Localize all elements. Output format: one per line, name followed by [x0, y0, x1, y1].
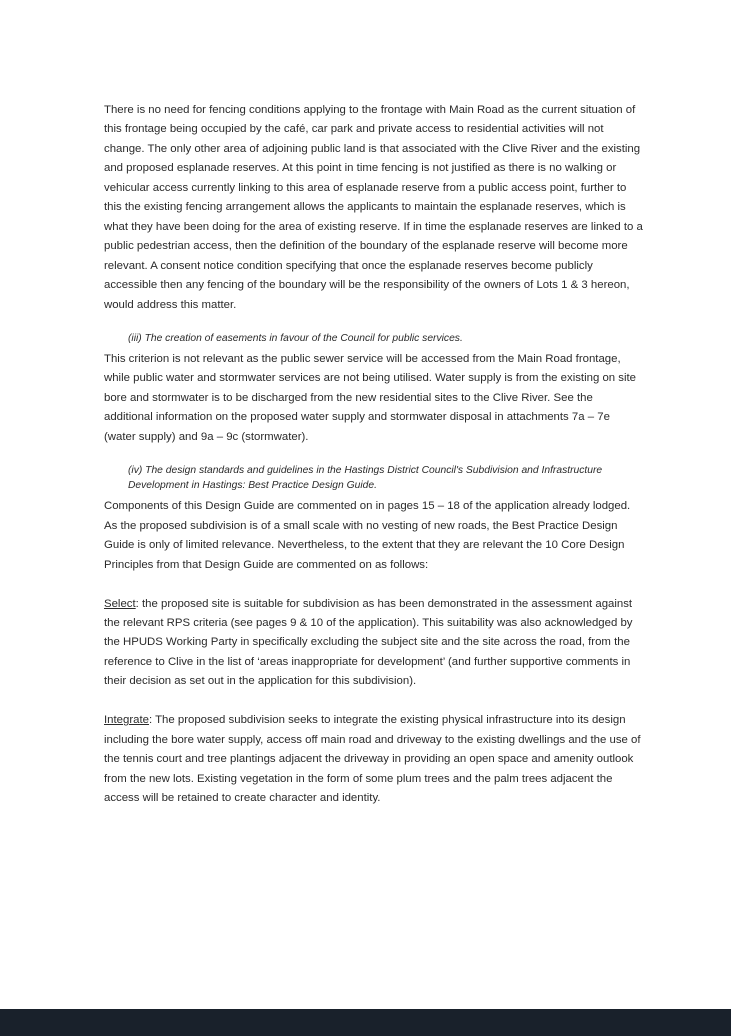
- fencing-paragraph: There is no need for fencing conditions applying to the frontage with Main Road as the current situation of this frontage being occupied by the café, car park and private access to residential activities will not change. The only other area of adjoining public land is that associated with the Clive River and the existing and proposed esplanade reserves. At this point in time fencing is not justified as there is no walking or vehicular access currently linking to this area of esplanade reserve from a public access point, further to this the existing fencing arrangement allows the applicants to maintain the esplanade reserves, which is what they have been doing for the area of existing reserve. If in time the esplanade reserves are linked to a public pedestrian access, then the definition of the boundary of the esplanade reserve will become more relevant. A consent notice condition specifying that once the esplanade reserves become publicly accessible then any fencing of the boundary will be the responsibility of the owners of Lots 1 & 3 hereon, would address this matter.: [104, 104, 643, 311]
- easements-paragraph: This criterion is not relevant as the public sewer service will be accessed from the Main Road frontage, while public water and stormwater services are not being utilised. Water supply is from the existing on site bore and stormwater is to be discharged from the new residential sites to the Clive River. See the additional information on the proposed water supply and stormwater disposal in attachments 7a – 7e (water supply) and 9a – 9c (stormwater).: [104, 352, 637, 443]
- integrate-label: Integrate: [104, 714, 149, 727]
- footer-bar: [0, 1009, 731, 1036]
- integrate-text: : The proposed subdivision seeks to integrate the existing physical infrastructure into its design including the bore water supply, access off main road and driveway to the existing dwellings and the use of the tennis court and tree plantings adjacent the driveway in providing an open space and amenity outlook from the new lots. Existing vegetation in the form of some plum trees and the palm trees adjacent the access will be retained to create character and identity.: [104, 714, 641, 805]
- easements-subheading: (iii) The creation of easements in favour of the Council for public services.: [128, 332, 463, 344]
- select-principle-paragraph: [104, 595, 644, 692]
- design-guide-subheading: (iv) The design standards and guidelines in the Hastings District Council's Subdivision and Infrastructure Development in Hastings: Best Practice Design Guide.: [128, 465, 603, 492]
- select-text: : the proposed site is suitable for subdivision as has been demonstrated in the assessment against the relevant RPS criteria (see pages 9 & 10 of the application). This suitability was also acknowledged by the HPUDS Working Party in specifically excluding the subject site and the site across the road, from the reference to Clive in the list of ‘areas inappropriate for development’ (and further supportive comments in their decision as set out in the application for this subdivision).: [104, 597, 633, 688]
- design-guide-paragraph: Components of this Design Guide are commented on in pages 15 – 18 of the application already lodged. As the proposed subdivision is of a small scale with no vesting of new roads, the Best Practice Design Guide is only of limited relevance. Nevertheless, to the extent that they are relevant the 10 Core Design Principles from that Design Guide are commented on as follows:: [104, 500, 631, 571]
- integrate-principle-paragraph: [104, 711, 644, 808]
- page-body: [104, 101, 644, 808]
- select-label: Select: [104, 597, 136, 610]
